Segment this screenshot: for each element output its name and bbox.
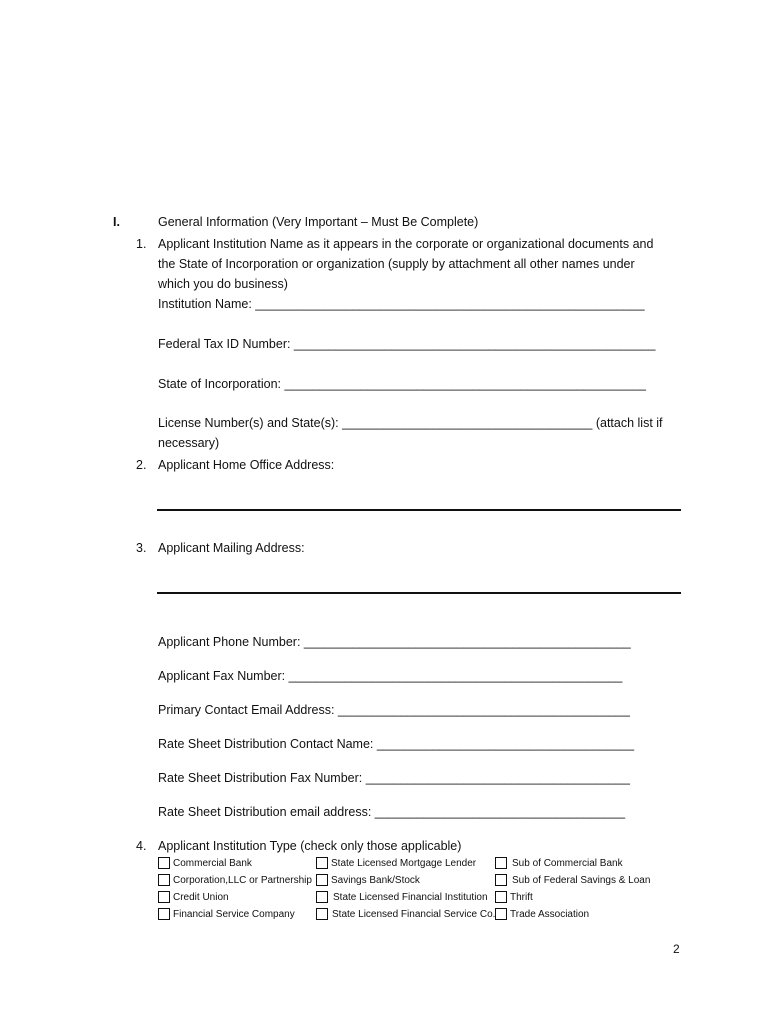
- section-title: General Information (Very Important – Must Be Complete): [158, 215, 479, 229]
- checkbox-commercial-bank[interactable]: [158, 857, 170, 869]
- license-numbers-field[interactable]: License Number(s) and State(s): ____________________________________ (attach list if: [158, 416, 663, 430]
- checkbox-corporation-llc-partnership[interactable]: [158, 874, 170, 886]
- section-number: I.: [113, 215, 120, 229]
- checkbox-financial-service-company[interactable]: [158, 908, 170, 920]
- checkbox-thrift[interactable]: [495, 891, 507, 903]
- checkbox-state-licensed-mortgage-lender[interactable]: [316, 857, 328, 869]
- item-number: 1.: [136, 237, 147, 251]
- option-label: Corporation,LLC or Partnership: [173, 875, 312, 886]
- mailing-address-label: Applicant Mailing Address:: [158, 541, 305, 555]
- option-label: Thrift: [510, 892, 533, 903]
- option-label: State Licensed Financial Service Co.: [332, 909, 496, 920]
- home-office-address-line[interactable]: [157, 509, 681, 511]
- option-label: Trade Association: [510, 909, 590, 920]
- item1-line3: which you do business): [158, 277, 288, 291]
- option-label: State Licensed Mortgage Lender: [331, 858, 477, 869]
- item1-line1: Applicant Institution Name as it appears in the corporate or organizational documents and: [158, 237, 654, 251]
- option-label: Savings Bank/Stock: [331, 875, 420, 886]
- option-label: Credit Union: [173, 892, 229, 903]
- checkbox-sub-of-federal-savings-loan[interactable]: [495, 874, 507, 886]
- option-label: Financial Service Company: [173, 909, 295, 920]
- option-label: Commercial Bank: [173, 858, 252, 869]
- checkbox-sub-of-commercial-bank[interactable]: [495, 857, 507, 869]
- rate-sheet-contact-name-field[interactable]: Rate Sheet Distribution Contact Name: _____________________________________: [158, 737, 635, 751]
- item-number: 2.: [136, 458, 147, 472]
- item1-line2: the State of Incorporation or organization (supply by attachment all other names under: [158, 257, 635, 271]
- checkbox-savings-bank-stock[interactable]: [316, 874, 328, 886]
- home-office-address-label: Applicant Home Office Address:: [158, 458, 335, 472]
- item-number: 4.: [136, 839, 147, 853]
- primary-email-field[interactable]: Primary Contact Email Address: __________________________________________: [158, 703, 630, 717]
- state-of-incorporation-field[interactable]: State of Incorporation: ____________________________________________________: [158, 377, 646, 391]
- rate-sheet-email-field[interactable]: Rate Sheet Distribution email address: ____________________________________: [158, 805, 626, 819]
- item-number: 3.: [136, 541, 147, 555]
- option-label: Sub of Commercial Bank: [512, 858, 623, 869]
- rate-sheet-fax-field[interactable]: Rate Sheet Distribution Fax Number: ______________________________________: [158, 771, 630, 785]
- institution-name-field[interactable]: Institution Name: ________________________________________________________: [158, 297, 645, 311]
- page-number: 2: [673, 942, 680, 956]
- checkbox-trade-association[interactable]: [495, 908, 507, 920]
- institution-type-label: Applicant Institution Type (check only those applicable): [158, 839, 462, 853]
- mailing-address-line[interactable]: [157, 592, 681, 594]
- checkbox-state-licensed-financial-institution[interactable]: [316, 891, 328, 903]
- phone-number-field[interactable]: Applicant Phone Number: _______________________________________________: [158, 635, 631, 649]
- license-numbers-note: necessary): [158, 436, 220, 450]
- federal-tax-id-field[interactable]: Federal Tax ID Number: ____________________________________________________: [158, 337, 656, 351]
- checkbox-state-licensed-financial-service-co[interactable]: [316, 908, 328, 920]
- checkbox-credit-union[interactable]: [158, 891, 170, 903]
- fax-number-field[interactable]: Applicant Fax Number: ________________________________________________: [158, 669, 623, 683]
- option-label: State Licensed Financial Institution: [333, 892, 488, 903]
- option-label: Sub of Federal Savings & Loan: [512, 875, 651, 886]
